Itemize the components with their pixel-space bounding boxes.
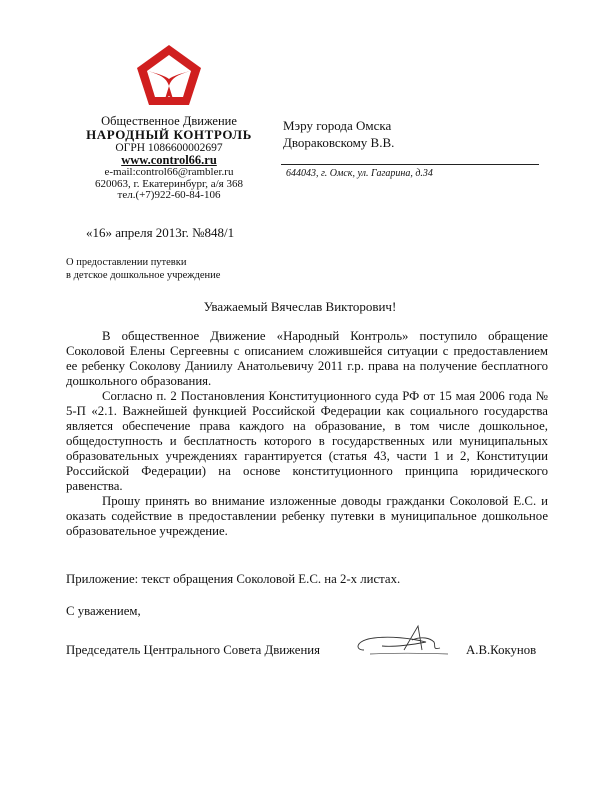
org-website-link[interactable]: www.control66.ru	[121, 152, 217, 167]
recipient-divider	[281, 164, 539, 165]
recipient-line1: Мэру города Омска	[283, 118, 392, 133]
org-phone: тел.(+7)922-60-84-106	[117, 189, 221, 202]
signatory-name: А.В.Кокунов	[466, 643, 537, 657]
org-ogrn: ОГРН 1086600002697	[115, 141, 223, 154]
letter-subject	[66, 256, 220, 282]
org-name-line2: НАРОДНЫЙ КОНТРОЛЬ	[86, 127, 252, 143]
body-paragraph-3: Прошу принять во внимание изложенные доводы гражданки Соколовой Е.С. и оказать содействие в предоставлении ребенку путевки в муниципальное дошкольное образовательное учреждение.	[66, 493, 548, 538]
org-email: e-mail:control66@rambler.ru	[104, 165, 234, 178]
subject-line1: О предоставлении путевки	[66, 257, 187, 268]
body-paragraph-1: В общественное Движение «Народный Контроль» поступило обращение Соколовой Елены Сергеевны с описанием сложившейся ситуации с предоставлением ее ребенку Соколову Даниилу Анатольевичу 2011 г.р. права на получение бесплатного дошкольного образования.	[66, 329, 548, 388]
salutation: Уважаемый Вячеслав Викторович!	[203, 299, 397, 314]
org-address: 620063, г. Екатеринбург, а/я 368	[95, 177, 243, 190]
letter-date-number: «16» апреля 2013г. №848/1	[86, 225, 235, 240]
attachment-note: Приложение: текст обращения Соколовой Е.С. на 2-х листах.	[66, 572, 401, 586]
red-pentagon-star-logo-icon	[136, 44, 202, 106]
closing-regards: С уважением,	[66, 604, 141, 618]
subject-line2: в детское дошкольное учреждение	[66, 270, 221, 282]
organization-letterhead	[80, 115, 258, 202]
handwritten-signature-icon	[352, 620, 452, 660]
recipient-line2: Двораковскому В.В.	[283, 134, 395, 150]
signatory-title: Председатель Центрального Совета Движения	[66, 643, 321, 657]
recipient-block	[283, 118, 394, 151]
letter-body	[66, 329, 548, 539]
body-paragraph-2: Согласно п. 2 Постановления Конституционного суда РФ от 15 мая 2006 года № 5-П «2.1. Важнейшей функцией Российской Федерации как социального государства является обеспечение права каждого на образование, в том числе дошкольное, общедоступность и бесплатность которого в государственных или муниципальных образовательных учреждениях гарантируется (статья 43, части 1 и 2, Конституции Российской Федерации) на основе конституционного принципа юридического равенства.	[66, 388, 548, 493]
org-name-line1: Общественное Движение	[101, 114, 237, 128]
recipient-address: 644043, г. Омск, ул. Гагарина, д.34	[286, 168, 433, 179]
